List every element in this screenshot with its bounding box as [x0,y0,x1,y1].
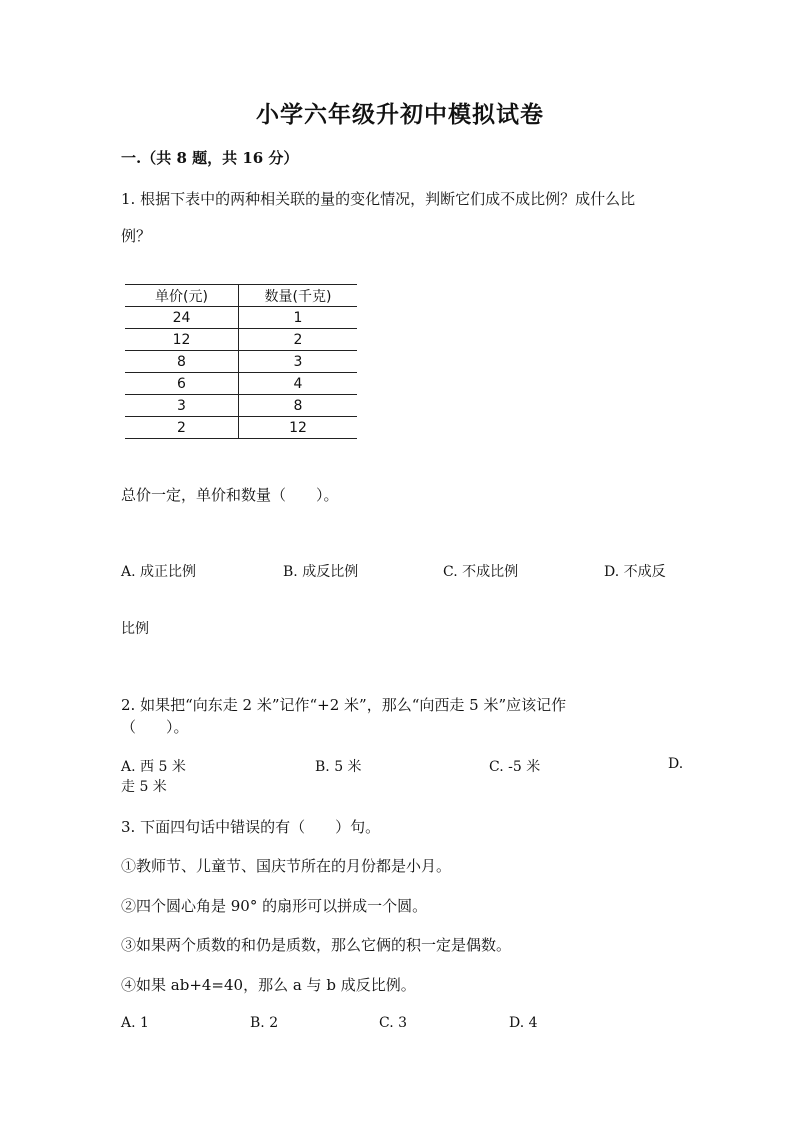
table-header-cell: 单价(元) [125,285,239,307]
q3-option-c[interactable]: C. 3 [379,1015,408,1031]
table-cell: 3 [293,353,303,370]
q3-statement-2: ②四个圆心角是 90° 的扇形可以拼成一个圆。 [121,897,428,915]
q3-option-b[interactable]: B. 2 [250,1015,279,1031]
q2-stem-line1: 2. 如果把“向东走 2 米”记作“+2 米”，那么“向西走 5 米”应该记作 [121,696,567,714]
table-cell: 12 [125,329,239,351]
table-cell: 12 [289,419,307,436]
table-header-cell: 数量(千克) [264,288,332,305]
q3-stem: 3. 下面四句话中错误的有（ ）句。 [121,818,381,836]
q3-statement-3: ③如果两个质数的和仍是质数，那么它俩的积一定是偶数。 [121,936,512,954]
q1-option-b[interactable]: B. 成反比例 [283,564,359,580]
q1-stem-line1: 1. 根据下表中的两种相关联的量的变化情况，判断它们成不成比例？成什么比 [121,190,636,208]
q1-option-a[interactable]: A. 成正比例 [121,564,197,580]
q3-option-a[interactable]: A. 1 [121,1015,149,1031]
q1-option-c[interactable]: C. 不成比例 [443,564,519,580]
section-heading: 一.（共 8 题，共 16 分） [121,149,299,167]
table-cell: 2 [125,417,239,439]
q2-stem-line2: （ ）。 [121,718,189,736]
table-row [125,329,357,351]
table-row [125,395,357,417]
table-cell: 24 [125,307,239,329]
q2-option-d[interactable]: D. [668,756,684,772]
q1-prompt: 总价一定，单价和数量（ ）。 [121,486,339,504]
table-cell: 8 [293,397,303,414]
q3-statement-4: ④如果 ab+4=40，那么 a 与 b 成反比例。 [121,976,416,994]
table-cell: 4 [293,375,303,392]
q2-option-c[interactable]: C. -5 米 [489,759,541,775]
table-row [125,373,357,395]
table-row [125,351,357,373]
q2-option-a[interactable]: A. 西 5 米 [121,759,186,775]
q1-data-table [125,284,357,439]
q1-option-d-wrap: 比例 [121,621,149,637]
page-title: 小学六年级升初中模拟试卷 [256,101,544,128]
table-cell: 3 [125,395,239,417]
table-cell: 1 [293,309,303,326]
table-row [125,307,357,329]
q2-option-b[interactable]: B. 5 米 [315,759,362,775]
q2-option-d-wrap: 走 5 米 [121,779,167,795]
table-cell: 2 [293,331,303,348]
table-cell: 6 [125,373,239,395]
table-header-row [125,285,357,307]
q3-statement-1: ①教师节、儿童节、国庆节所在的月份都是小月。 [121,857,452,875]
table-cell: 8 [125,351,239,373]
q3-option-d[interactable]: D. 4 [509,1015,538,1031]
q1-stem-line2: 例？ [121,227,152,245]
table-row [125,417,357,439]
q1-option-d[interactable]: D. 不成反 [604,564,666,580]
